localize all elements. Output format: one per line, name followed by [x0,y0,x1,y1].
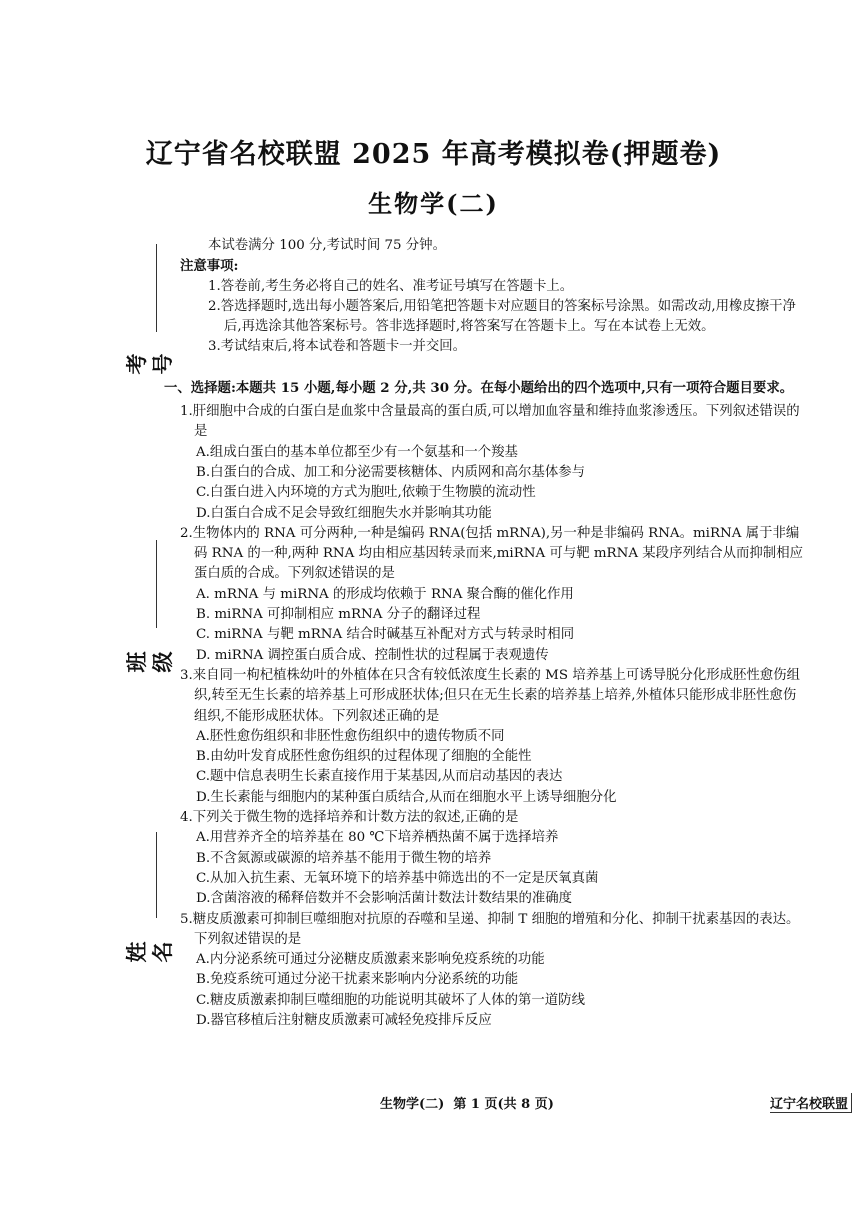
option-c: C.糖皮质激素抑制巨噬细胞的功能说明其破坏了人体的第一道防线 [196,992,585,1008]
option-d: D. miRNA 调控蛋白质合成、控制性状的过程属于表观遗传 [196,647,549,663]
question-stem: 5.糖皮质激素可抑制巨噬细胞对抗原的吞噬和呈递、抑制 T 细胞的增殖和分化、抑制干扰素基因的表达。下列叙述错误的是 [180,911,800,947]
question-stem: 2.生物体内的 RNA 可分两种,一种是编码 RNA(包括 mRNA),另一种是非编码 RNA。miRNA 属于非编码 RNA 的一种,两种 RNA 均由相应基因转录而来,miRNA 可与靶 mRNA 某段序列结合从而抑制相应蛋白质的合成。下列叙述错误的是 [180,525,803,582]
question-4 [180,808,805,909]
option-c: C.从加入抗生素、无氧环境下的培养基中筛选出的不一定是厌氧真菌 [196,870,599,886]
option-b: B. miRNA 可抑制相应 mRNA 分子的翻译过程 [196,607,481,623]
option-b: B.不含氮源或碳源的培养基不能用于微生物的培养 [196,850,492,866]
name-field [118,832,178,982]
notice-title: 注意事项: [180,258,239,275]
question-3 [180,666,805,808]
exam-content [164,236,805,1031]
page-subtitle: 生物学(二) [368,189,499,218]
option-a: A.用营养齐全的培养基在 80 ℃下培养栖热菌不属于选择培养 [196,830,559,846]
option-a: A. mRNA 与 miRNA 的形成均依赖于 RNA 聚合酶的催化作用 [196,586,574,602]
option-d: D.含菌溶液的稀释倍数并不会影响活菌计数法计数结果的准确度 [196,891,573,907]
class-label: 班级 [124,651,175,673]
option-a: A.胚性愈伤组织和非胚性愈伤组织中的遗传物质不同 [196,728,505,744]
notice-item: 3.考试结束后,将本试卷和答题卡一并交回。 [208,339,467,355]
page-title: 辽宁省名校联盟 2025 年高考模拟卷(押题卷) [145,139,722,170]
notice-item: 2.答选择题时,选出每小题答案后,用铅笔把答题卡对应题目的答案标号涂黑。如需改动,用橡皮擦干净后,再选涂其他答案标号。答非选择题时,将答案写在答题卡上。写在本试卷上无效。 [208,298,796,335]
brand-label: 辽宁名校联盟 [770,1093,852,1113]
option-b: B.白蛋白的合成、加工和分泌需要核糖体、内质网和高尔基体参与 [196,464,586,480]
exam-number-field [118,244,178,394]
exam-number-label: 考号 [124,353,175,375]
question-stem: 3.来自同一枸杞植株幼叶的外植体在只含有较低浓度生长素的 MS 培养基上可诱导脱分化形成胚性愈伤组织,转至无生长素的培养基上可形成胚状体;但只在无生长素的培养基上培养,外植体只能形成非胚性愈伤组织,不能形成胚状体。下列叙述正确的是 [180,667,800,724]
section-heading: 一、选择题:本题共 15 小题,每小题 2 分,共 30 分。在每小题给出的四个选项中,只有一项符合题目要求。 [164,379,794,396]
option-d: D.白蛋白合成不足会导致红细胞失水并影响其功能 [196,505,492,521]
question-5 [180,910,805,1032]
option-c: C.白蛋白进入内环境的方式为胞吐,依赖于生物膜的流动性 [196,485,536,501]
page-number-info: 生物学(二) 第 1 页(共 8 页) [380,1097,554,1112]
option-b: B.由幼叶发育成胚性愈伤组织的过程体现了细胞的全能性 [196,749,532,765]
question-stem: 1.肝细胞中合成的白蛋白是血浆中含量最高的蛋白质,可以增加血容量和维持血浆渗透压。下列叙述错误的是 [180,404,800,440]
question-stem: 4.下列关于微生物的选择培养和计数方法的叙述,正确的是 [180,810,519,826]
option-a: A.组成白蛋白的基本单位都至少有一个氨基和一个羧基 [196,444,518,460]
notice-item: 1.答卷前,考生务必将自己的姓名、准考证号填写在答题卡上。 [208,278,574,294]
score-time-note: 本试卷满分 100 分,考试时间 75 分钟。 [208,238,446,253]
question-1 [180,402,805,524]
option-b: B.免疫系统可通过分泌干扰素来影响内分泌系统的功能 [196,972,519,988]
question-2 [180,524,805,666]
option-c: C.题中信息表明生长素直接作用于某基因,从而启动基因的表达 [196,769,563,785]
option-d: D.生长素能与细胞内的某种蛋白质结合,从而在细胞水平上诱导细胞分化 [196,789,617,805]
option-d: D.器官移植后注射糖皮质激素可减轻免疫排斥反应 [196,1012,492,1028]
name-label: 姓名 [124,941,175,963]
option-a: A.内分泌系统可通过分泌糖皮质激素来影响免疫系统的功能 [196,952,545,968]
class-field [118,540,178,700]
option-c: C. miRNA 与靶 mRNA 结合时碱基互补配对方式与转录时相同 [196,627,575,643]
